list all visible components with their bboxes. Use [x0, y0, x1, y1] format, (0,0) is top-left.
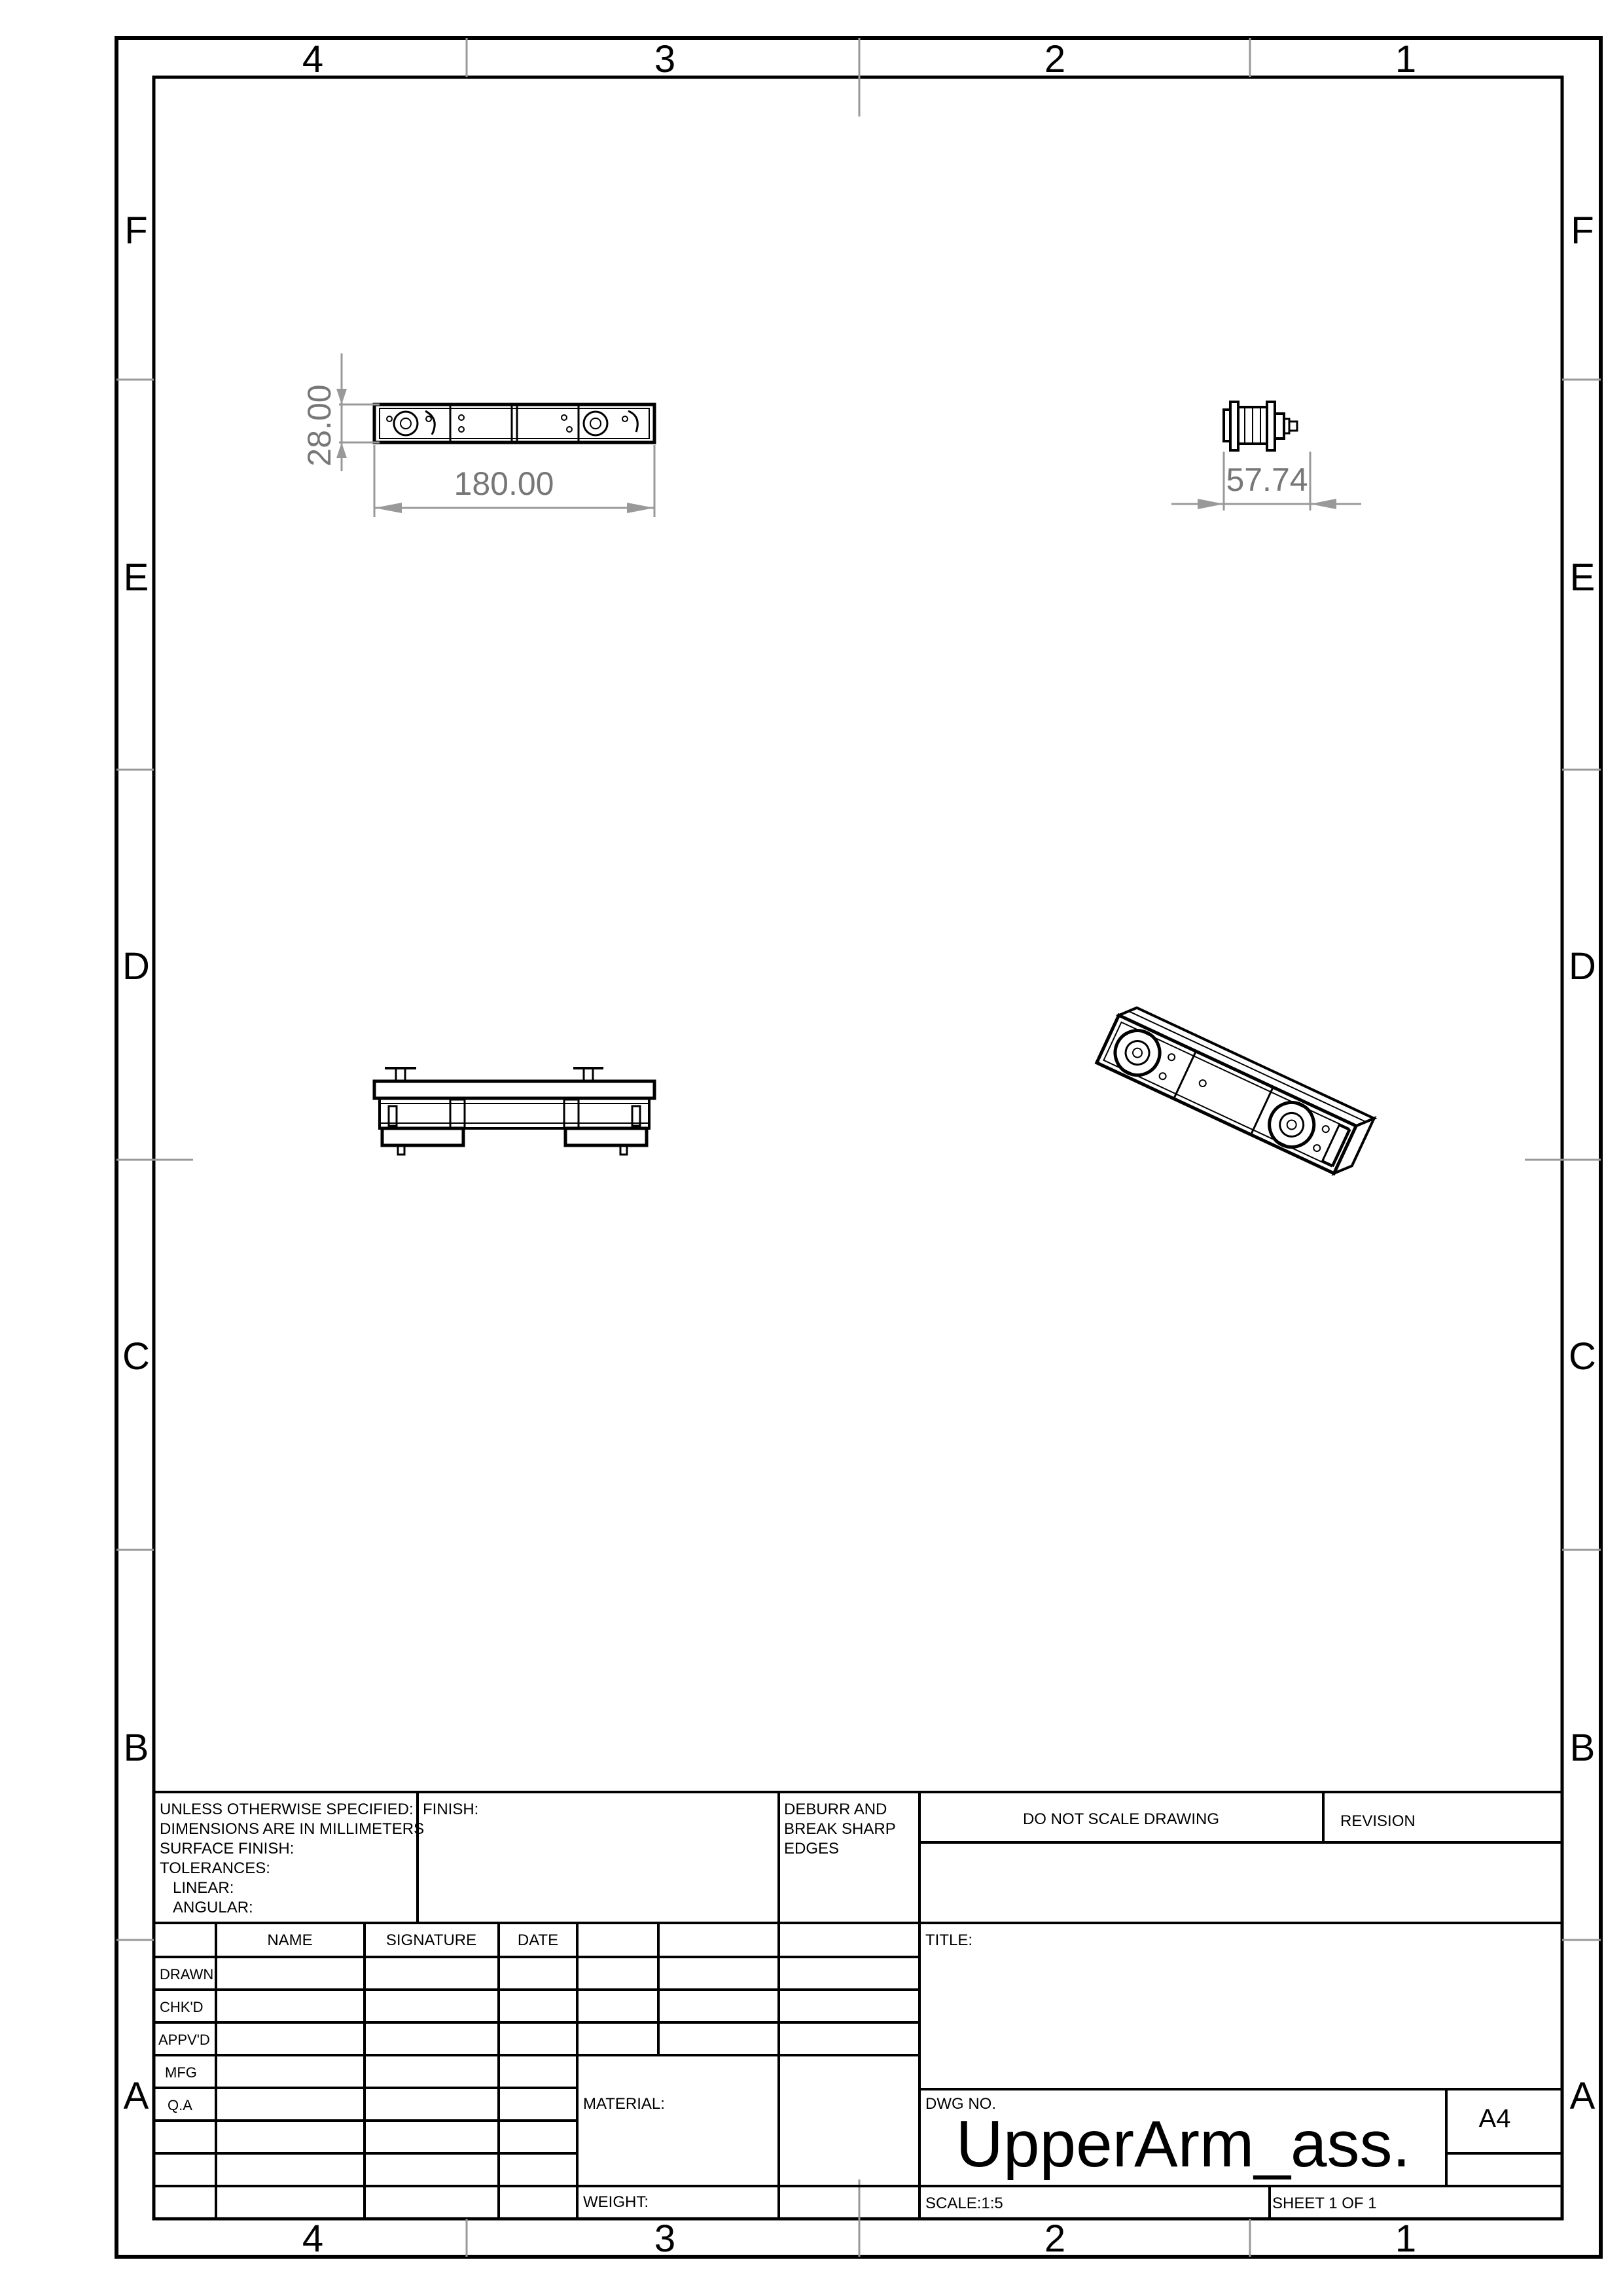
- zone-col-3-bottom: 3: [654, 2217, 676, 2260]
- row-label-approved: APPV'D: [158, 2032, 210, 2048]
- dimension-width: [374, 445, 654, 517]
- row-label-checked: CHK'D: [160, 1999, 204, 2015]
- column-header-signature: SIGNATURE: [385, 1931, 477, 1949]
- deburr-line-3: EDGES: [784, 1840, 840, 1857]
- row-label-mfg: MFG: [165, 2064, 197, 2081]
- scale-label: SCALE:1:5: [925, 2195, 1003, 2212]
- note-line-4: TOLERANCES:: [160, 1859, 270, 1877]
- zone-row-e-right: E: [1569, 556, 1596, 599]
- note-line-3: SURFACE FINISH:: [160, 1840, 294, 1857]
- zone-row-a-left: A: [123, 2075, 149, 2117]
- isometric-view: [1097, 1002, 1374, 1179]
- dimension-depth-label: 57.74: [1226, 461, 1308, 498]
- dimension-depth: [1171, 452, 1361, 511]
- zone-row-c-right: C: [1569, 1335, 1596, 1378]
- zone-row-f-right: F: [1571, 209, 1594, 252]
- zone-row-e-left: E: [123, 556, 149, 599]
- column-header-name: NAME: [267, 1931, 313, 1949]
- weight-label: WEIGHT:: [583, 2193, 649, 2211]
- revision-label: REVISION: [1340, 1812, 1416, 1830]
- zone-col-4-bottom: 4: [302, 2217, 324, 2260]
- note-line-5: LINEAR:: [173, 1879, 234, 1897]
- zone-row-c-left: C: [122, 1335, 150, 1378]
- row-label-drawn: DRAWN: [160, 1966, 214, 1982]
- zone-col-1-top: 1: [1395, 38, 1417, 81]
- sheet-label: SHEET 1 OF 1: [1272, 2195, 1377, 2212]
- row-label-qa: Q.A: [168, 2097, 192, 2113]
- do-not-scale-label: DO NOT SCALE DRAWING: [1022, 1810, 1220, 1828]
- sheet-size: A4: [1478, 2104, 1511, 2133]
- zone-row-b-left: B: [123, 1727, 149, 1769]
- zone-col-3-top: 3: [654, 38, 676, 81]
- inner-border: [154, 77, 1562, 2219]
- front-view: [374, 404, 654, 442]
- zone-row-b-right: B: [1569, 1727, 1596, 1769]
- side-view: [1224, 402, 1297, 450]
- dwg-no-label: DWG NO.: [925, 2095, 996, 2113]
- zone-row-d-right: D: [1569, 945, 1596, 988]
- zone-row-f-left: F: [124, 209, 148, 252]
- zone-row-a-right: A: [1569, 2075, 1596, 2117]
- top-view: [374, 1068, 654, 1155]
- dimension-height-label: 28.00: [301, 384, 338, 467]
- column-header-date: DATE: [517, 1931, 559, 1949]
- drawing-number: UpperArm_ass.: [955, 2108, 1411, 2181]
- deburr-line-1: DEBURR AND: [784, 1801, 887, 1818]
- zone-col-2-top: 2: [1044, 38, 1066, 81]
- dimension-width-label: 180.00: [454, 465, 554, 502]
- zone-col-4-top: 4: [302, 38, 324, 81]
- note-line-1: UNLESS OTHERWISE SPECIFIED:: [160, 1801, 414, 1818]
- finish-label: FINISH:: [423, 1801, 479, 1818]
- note-line-6: ANGULAR:: [173, 1899, 253, 1916]
- zone-row-d-left: D: [122, 945, 150, 988]
- title-label: TITLE:: [925, 1931, 973, 1949]
- zone-col-2-bottom: 2: [1044, 2217, 1066, 2260]
- dimension-height: [301, 353, 380, 471]
- material-label: MATERIAL:: [583, 2095, 665, 2113]
- deburr-line-2: BREAK SHARP: [784, 1820, 896, 1838]
- zone-col-1-bottom: 1: [1395, 2217, 1417, 2260]
- note-line-2: DIMENSIONS ARE IN MILLIMETERS: [160, 1820, 425, 1838]
